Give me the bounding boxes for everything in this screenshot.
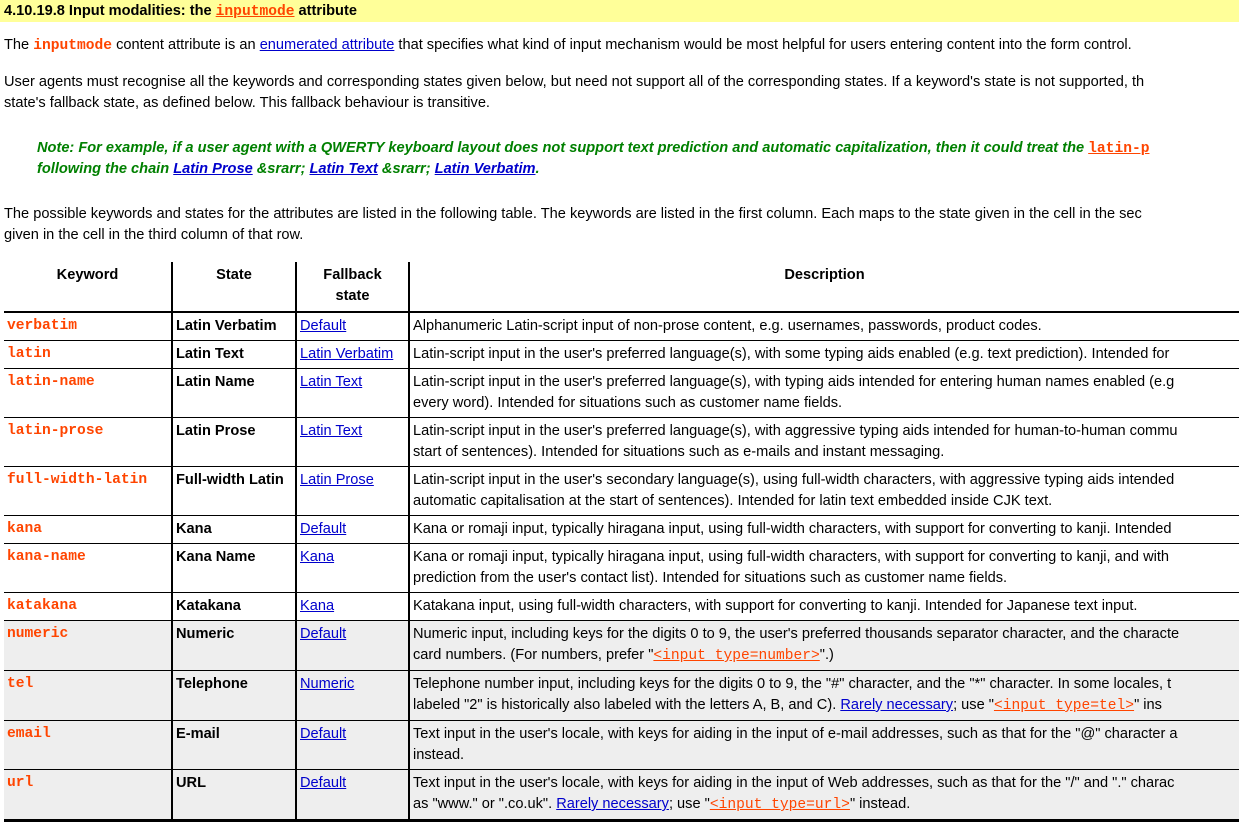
table-row [4, 721, 1239, 770]
header-fallback [296, 262, 409, 312]
state-cell: Telephone [172, 671, 296, 721]
table-row [4, 341, 1239, 369]
text: " ins [1134, 697, 1162, 713]
description-line: Kana or romaji input, typically hiragana input, using full-width characters, with support for converting to kanji. Intended [413, 521, 1172, 537]
description-line: Kana or romaji input, typically hiragana input, using full-width characters, with support for converting to kanji, and with [413, 549, 1170, 565]
table-row [4, 369, 1239, 418]
fallback-cell [296, 418, 409, 467]
state-cell: Kana Name [172, 544, 296, 593]
keyword-cell: latin [4, 341, 172, 369]
description-line: every word). Intended for situations such as customer name fields. [413, 395, 843, 411]
header-state: State [172, 262, 296, 312]
description-cell [409, 544, 1239, 593]
text: " instead. [849, 796, 911, 812]
description-line: Text input in the user's locale, with keys for aiding in the input of Web addresses, such as that for the "/" and "." charac [413, 775, 1175, 791]
table-row [4, 770, 1239, 821]
requirements-paragraph-line2: state's fallback state, as defined below. This fallback behaviour is transitive. [4, 95, 490, 111]
input-element-code-link[interactable]: <input type=number> [653, 648, 820, 664]
state-cell: Full-width Latin [172, 467, 296, 516]
keyword-cell: full-width-latin [4, 467, 172, 516]
state-cell: URL [172, 770, 296, 821]
description-line: prediction from the user's contact list). Intended for situations such as customer name fields. [413, 570, 1008, 586]
state-cell: E-mail [172, 721, 296, 770]
text: . [535, 161, 540, 177]
input-element-code-link[interactable]: <input type=tel> [993, 698, 1135, 714]
fallback-cell [296, 671, 409, 721]
description-line: start of sentences). Intended for situations such as e-mails and instant messaging. [413, 444, 945, 460]
fallback-link[interactable]: Latin Prose [300, 472, 374, 488]
rarely-necessary-link[interactable]: Rarely necessary [556, 796, 669, 812]
description-line: instead. [413, 747, 465, 763]
heading-suffix: attribute [294, 3, 357, 19]
description-line: Alphanumeric Latin-script input of non-prose content, e.g. usernames, passwords, product codes. [413, 318, 1042, 334]
section-heading [0, 0, 1239, 22]
table-row [4, 516, 1239, 544]
inputmode-code: inputmode [33, 38, 113, 54]
header-description: Description [409, 262, 1239, 312]
description-cell [409, 467, 1239, 516]
state-cell: Katakana [172, 593, 296, 621]
fallback-link[interactable]: Default [300, 318, 347, 334]
fallback-cell [296, 369, 409, 418]
text: that specifies what kind of input mechanism would be most helpful for users entering content into the form control. [394, 37, 1132, 53]
input-element-code-link[interactable]: <input type=url> [709, 797, 850, 813]
keyword-cell: kana-name [4, 544, 172, 593]
text: The [4, 37, 34, 53]
heading-code-link[interactable]: inputmode [215, 4, 295, 20]
description-line: Katakana input, using full-width characters, with support for converting to kanji. Intended for Japanese text input. [413, 598, 1138, 614]
state-cell: Latin Verbatim [172, 312, 296, 341]
description-line: Latin-script input in the user's preferred language(s), with some typing aids enabled (e.g. text prediction). Intended for [413, 346, 1170, 362]
note-line2 [37, 159, 540, 180]
text: ; use " [668, 796, 710, 812]
fallback-link[interactable]: Latin Text [300, 423, 363, 439]
fallback-cell [296, 770, 409, 821]
text: &srarr; [377, 161, 435, 177]
fallback-cell [296, 544, 409, 593]
table-row [4, 312, 1239, 341]
table-row [4, 467, 1239, 516]
fallback-link[interactable]: Latin Verbatim [300, 346, 394, 362]
description-line: Telephone number input, including keys for the digits 0 to 9, the "#" character, and the "*" character. In some locales, t [413, 676, 1172, 692]
fallback-link[interactable]: Kana [300, 549, 335, 565]
description-line: Numeric input, including keys for the digits 0 to 9, the user's preferred thousands separator character, and the characte [413, 626, 1180, 642]
inputmode-table [4, 262, 1239, 822]
description-line: Latin-script input in the user's preferred language(s), with typing aids intended for entering human names enabled (e.g [413, 374, 1175, 390]
description-cell [409, 593, 1239, 621]
heading-prefix: 4.10.19.8 Input modalities: the [4, 3, 216, 19]
keyword-cell: url [4, 770, 172, 821]
text: ; use " [953, 697, 994, 713]
description-cell [409, 770, 1239, 821]
fallback-cell [296, 593, 409, 621]
description-cell [409, 369, 1239, 418]
fallback-link[interactable]: Latin Text [300, 374, 363, 390]
fallback-link[interactable]: Default [300, 726, 347, 742]
state-cell: Kana [172, 516, 296, 544]
latin-prose-code-link[interactable]: latin-p [1088, 141, 1150, 157]
description-line: automatic capitalisation at the start of sentences). Intended for latin text embedded inside CJK text. [413, 493, 1053, 509]
description-cell [409, 312, 1239, 341]
description-line [413, 695, 1236, 717]
text: Note: For example, if a user agent with a QWERTY keyboard layout does not support text prediction and automatic capitalization, then it could treat the [37, 140, 1089, 156]
table-row [4, 671, 1239, 721]
latin-text-link[interactable]: Latin Text [309, 161, 378, 177]
table-intro-line1: The possible keywords and states for the attributes are listed in the following table. The keywords are listed in the first column. Each maps to the state given in the cell in the sec [4, 206, 1142, 222]
text: card numbers. (For numbers, prefer " [413, 647, 654, 663]
table-row [4, 621, 1239, 671]
fallback-cell [296, 467, 409, 516]
fallback-link[interactable]: Default [300, 626, 347, 642]
keyword-cell: email [4, 721, 172, 770]
table-row [4, 418, 1239, 467]
latin-verbatim-link[interactable]: Latin Verbatim [434, 161, 536, 177]
text: as "www." or ".co.uk". [413, 796, 557, 812]
table-header-row [4, 262, 1239, 312]
text: &srarr; [252, 161, 310, 177]
description-cell [409, 341, 1239, 369]
text: state [335, 288, 370, 304]
description-line: Latin-script input in the user's preferred language(s), with aggressive typing aids intended for human-to-human commu [413, 423, 1178, 439]
text: Fallback [323, 267, 382, 283]
description-line [413, 645, 1236, 667]
fallback-cell [296, 516, 409, 544]
note-line1 [37, 138, 1149, 160]
description-cell [409, 418, 1239, 467]
fallback-link[interactable]: Default [300, 775, 347, 791]
rarely-necessary-link[interactable]: Rarely necessary [840, 697, 954, 713]
state-cell: Latin Prose [172, 418, 296, 467]
description-line: Text input in the user's locale, with keys for aiding in the input of e-mail addresses, such as that for the "@" character a [413, 726, 1178, 742]
latin-prose-link[interactable]: Latin Prose [173, 161, 253, 177]
state-cell: Latin Text [172, 341, 296, 369]
table-body [4, 312, 1239, 821]
keyword-cell: verbatim [4, 312, 172, 341]
fallback-link[interactable]: Kana [300, 598, 335, 614]
description-line: Latin-script input in the user's secondary language(s), using full-width characters, with aggressive typing aids intended [413, 472, 1175, 488]
state-cell: Latin Name [172, 369, 296, 418]
keyword-cell: tel [4, 671, 172, 721]
description-cell [409, 516, 1239, 544]
table-intro-line2: given in the cell in the third column of that row. [4, 227, 304, 243]
header-keyword: Keyword [4, 262, 172, 312]
enumerated-attribute-link[interactable]: enumerated attribute [259, 37, 395, 53]
table-row [4, 593, 1239, 621]
fallback-link[interactable]: Numeric [300, 676, 355, 692]
keyword-cell: latin-name [4, 369, 172, 418]
keyword-cell: latin-prose [4, 418, 172, 467]
fallback-cell [296, 621, 409, 671]
keyword-cell: kana [4, 516, 172, 544]
requirements-paragraph-line1: User agents must recognise all the keywords and corresponding states given below, but need not support all of the corresponding states. If a keyword's state is not supported, th [4, 74, 1145, 90]
state-cell: Numeric [172, 621, 296, 671]
text: ".) [819, 647, 834, 663]
description-cell [409, 621, 1239, 671]
keyword-cell: katakana [4, 593, 172, 621]
intro-paragraph [4, 35, 1132, 57]
fallback-cell [296, 341, 409, 369]
fallback-cell [296, 312, 409, 341]
description-line [413, 794, 1236, 816]
text: following the chain [37, 161, 174, 177]
table-row [4, 544, 1239, 593]
description-cell [409, 671, 1239, 721]
fallback-cell [296, 721, 409, 770]
text: content attribute is an [112, 37, 260, 53]
fallback-link[interactable]: Default [300, 521, 347, 537]
text: labeled "2" is historically also labeled with the letters A, B, and C). [413, 697, 841, 713]
keyword-cell: numeric [4, 621, 172, 671]
description-cell [409, 721, 1239, 770]
